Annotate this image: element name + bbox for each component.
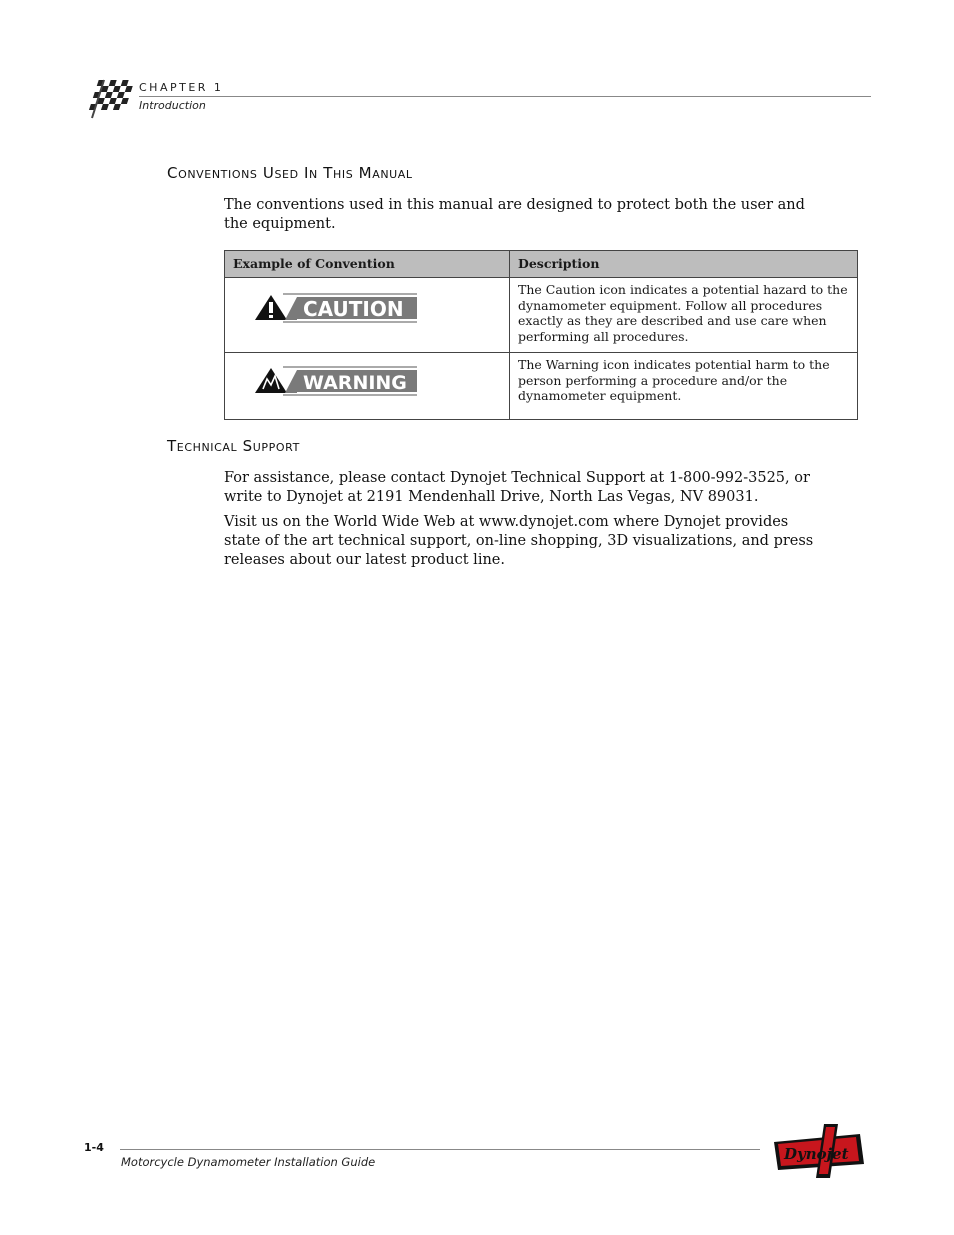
table-cell-icon <box>225 353 510 420</box>
table-row <box>225 353 858 420</box>
conventions-heading: Conventions Used In This Manual <box>167 164 413 182</box>
table-row <box>225 278 858 353</box>
conventions-intro: The conventions used in this manual are designed to protect both the user and the equipment. <box>224 197 805 232</box>
warning-label-text: WARNING <box>303 372 407 394</box>
checkered-flag-icon <box>82 76 134 120</box>
warning-label-icon <box>253 365 501 401</box>
footer-divider <box>120 1149 760 1150</box>
chapter-section: Introduction <box>139 99 206 112</box>
conventions-table <box>224 250 858 420</box>
page-number: 1-4 <box>84 1141 104 1154</box>
table-header-description: Description <box>510 251 858 278</box>
technical-support-heading: Technical Support <box>167 437 300 455</box>
table-header-row <box>225 251 858 278</box>
table-cell-description: The Warning icon indicates potential harm to the person performing a procedure and/or the dynamometer equipment. <box>510 353 858 420</box>
technical-support-paragraph: For assistance, please contact Dynojet Technical Support at 1-800-992-3525, or write to Dynojet at 2191 Mendenhall Drive, North Las Vegas, NV 89031. <box>224 470 810 505</box>
brand-logo-text: Dynojet <box>784 1145 849 1163</box>
caution-label-icon <box>253 292 501 328</box>
table-cell-description: The Caution icon indicates a potential hazard to the dynamometer equipment. Follow all procedures exactly as they are described and use care when performing all procedures. <box>510 278 858 353</box>
header-divider <box>139 96 871 97</box>
chapter-label: CHAPTER 1 <box>139 81 224 94</box>
technical-support-paragraph: Visit us on the World Wide Web at www.dynojet.com where Dynojet provides state of the art technical support, on-line shopping, 3D visualizations, and press releases about our latest product line. <box>224 514 814 568</box>
table-cell-icon <box>225 278 510 353</box>
dynojet-logo-icon <box>764 1124 868 1180</box>
footer-title: Motorcycle Dynamometer Installation Guide <box>121 1155 376 1169</box>
table-header-example: Example of Convention <box>225 251 510 278</box>
caution-label-text: CAUTION <box>303 297 404 321</box>
